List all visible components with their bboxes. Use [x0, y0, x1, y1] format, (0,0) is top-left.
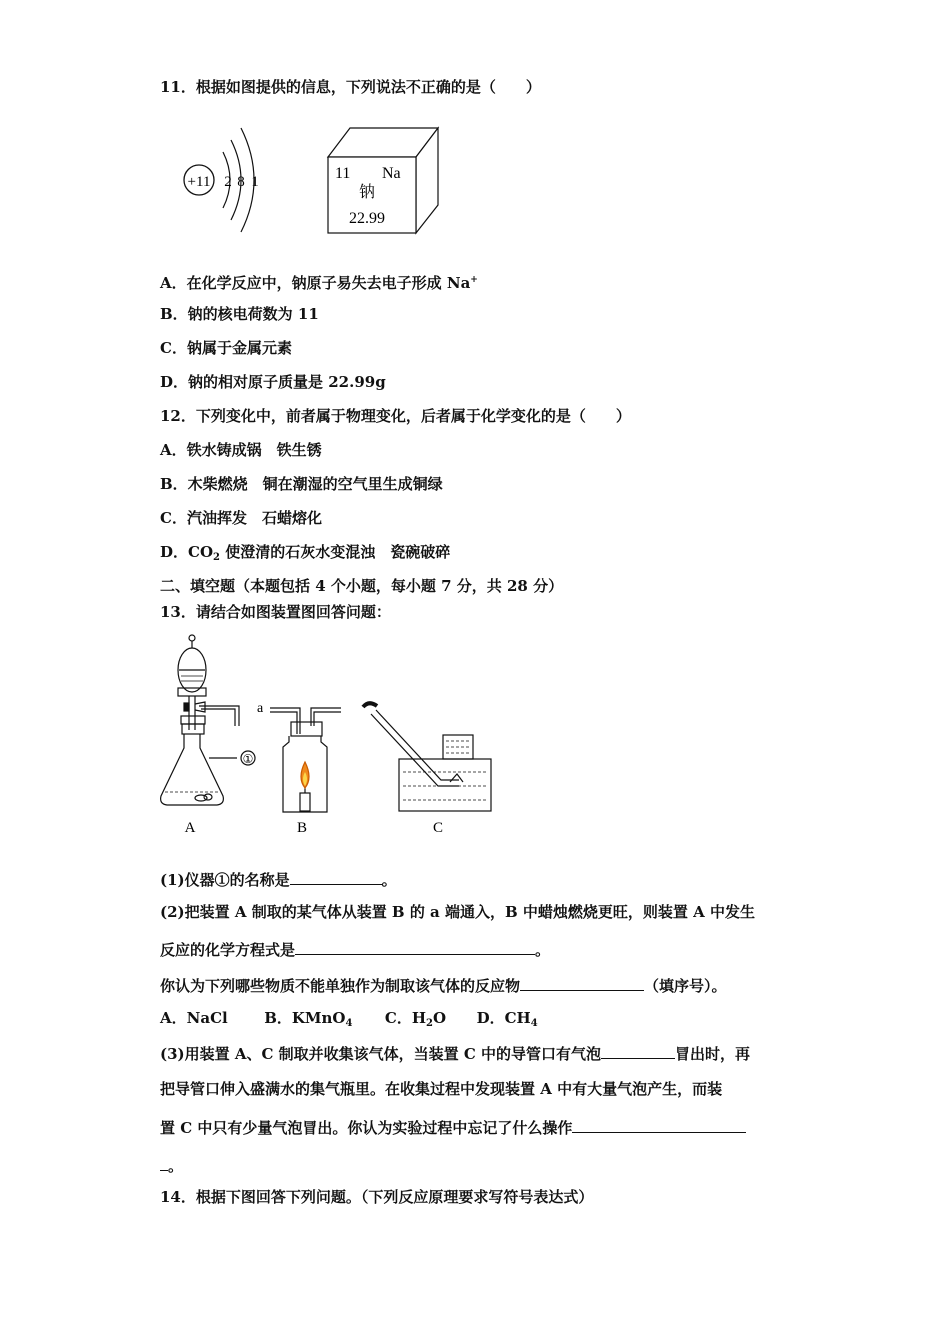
answer-blank-operation-cont[interactable] — [160, 1154, 168, 1171]
lab-apparatus-figure — [155, 630, 500, 840]
answer-blank-operation[interactable] — [572, 1116, 746, 1133]
q13-part-2-line-3: 你认为下列哪些物质不能单独作为制取该气体的反应物 （填序号）。 — [160, 974, 727, 996]
figure-label-c: C — [432, 820, 444, 836]
q11-option-a: A．在化学反应中，钠原子易失去电子形成 Na+ — [160, 274, 478, 292]
shell-3-electrons: 1 — [251, 174, 259, 190]
choice-b: B．KMnO$_4$ — [264, 1009, 353, 1029]
q12-stem: 12．下列变化中，前者属于物理变化，后者属于化学变化的是（ ） — [160, 407, 631, 425]
atomic-mass: 22.99 — [349, 210, 385, 227]
nucleus-charge: +11 — [187, 174, 211, 190]
q12-option-b: B．木柴燃烧 铜在潮湿的空气里生成铜绿 — [160, 475, 443, 493]
element-symbol: Na — [382, 165, 401, 182]
q13-stem: 13．请结合如图装置图回答问题： — [160, 603, 391, 621]
q11-option-d: D．钠的相对原子质量是 22.99g — [160, 373, 386, 391]
q12-option-c: C．汽油挥发 石蜡熔化 — [160, 509, 322, 527]
choice-a: A．NaCl — [160, 1009, 228, 1027]
q11-option-c: C．钠属于金属元素 — [160, 339, 292, 357]
shell-1-electrons: 2 — [224, 174, 232, 190]
choice-c: C．$H_2O$ — [384, 1009, 447, 1029]
q12-option-a: A．铁水铸成锅 铁生锈 — [160, 441, 322, 459]
apparatus-b — [270, 708, 341, 812]
apparatus-a — [161, 635, 255, 805]
figure-label-a: A — [184, 820, 196, 836]
q14-stem: 14．根据下图回答下列问题。（下列反应原理要求写符号表达式） — [160, 1188, 594, 1206]
q13-part-2-line-1: (2)把装置 A 制取的某气体从装置 B 的 a 端通入，B 中蜡烛燃烧更旺，则装置 A 中发生 — [160, 903, 755, 921]
instrument-marker-1: ① — [242, 752, 254, 766]
q13-part-2-line-2: 反应的化学方程式是 。 — [160, 938, 550, 960]
q13-part-3-line-3: 置 C 中只有少量气泡冒出。你认为实验过程中忘记了什么操作 — [160, 1116, 746, 1138]
q11-option-b: B．钠的核电荷数为 11 — [160, 305, 319, 323]
q13-part-3-line-2: 把导管口伸入盛满水的集气瓶里。在收集过程中发现装置 A 中有大量气泡产生，而装 — [160, 1080, 723, 1098]
apparatus-c — [363, 703, 491, 811]
q13-choices — [160, 1008, 538, 1034]
answer-blank-reactants[interactable] — [520, 974, 644, 991]
section-2-title: 二、填空题（本题包括 4 个小题，每小题 7 分，共 28 分） — [160, 577, 564, 595]
port-label-a: a — [257, 701, 264, 716]
answer-blank-bubbles[interactable] — [601, 1042, 675, 1059]
choice-d: D．$CH_4$ — [476, 1009, 538, 1029]
shell-2-electrons: 8 — [237, 174, 245, 190]
q13-part-3-line-1: (3)用装置 A、C 制取并收集该气体，当装置 C 中的导管口有气泡 冒出时，再 — [160, 1042, 750, 1064]
answer-blank-equation[interactable] — [295, 938, 535, 955]
q13-part-1: (1)仪器①的名称是 。 — [160, 868, 397, 890]
q12-option-d: D．$CO_2$ 使澄清的石灰水变混浊 瓷碗破碎 — [160, 543, 451, 563]
figure-label-b: B — [296, 820, 308, 836]
q13-part-3-line-4: 。 — [160, 1154, 183, 1176]
periodic-element-card — [325, 125, 443, 237]
element-name: 钠 — [359, 182, 376, 201]
answer-blank-1[interactable] — [290, 868, 382, 885]
sodium-atom-structure-diagram — [175, 120, 275, 238]
q11-stem: 11．根据如图提供的信息，下列说法不正确的是（ ） — [160, 78, 541, 96]
atomic-number: 11 — [335, 165, 351, 182]
